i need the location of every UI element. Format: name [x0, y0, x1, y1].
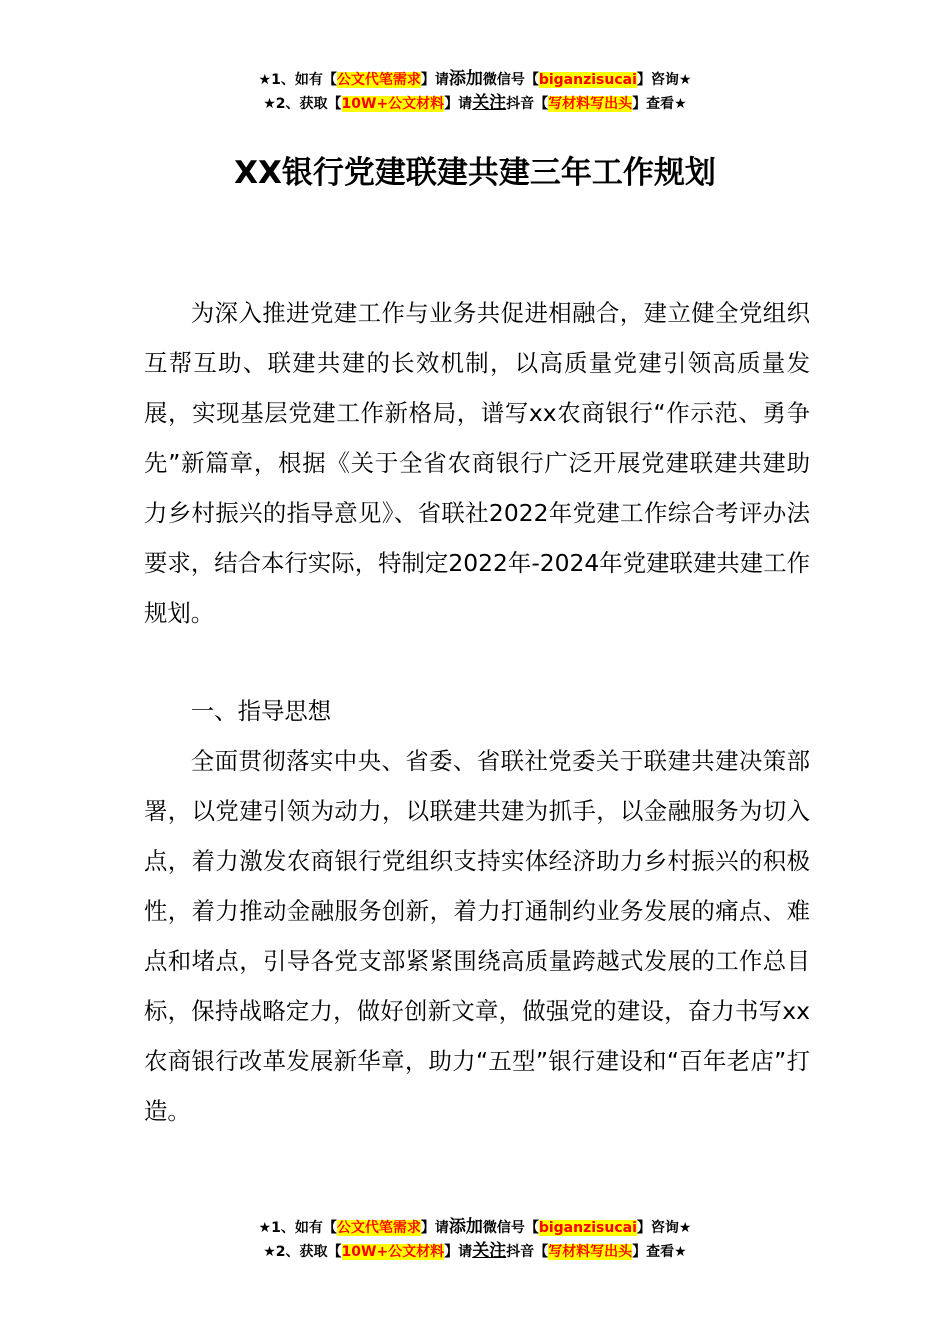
promo-line-1-prefix: ★1、如有【: [258, 1220, 337, 1236]
promo-line-2-suffix: 】查看★: [632, 96, 687, 112]
header-promo-banner: [0, 68, 950, 116]
promo-line-2-mid2: 抖音【: [506, 96, 549, 112]
promo-line-2-emphasis: 关注: [472, 93, 507, 113]
promo-highlight-douyin-account: 写材料写出头: [548, 96, 633, 112]
promo-line-2-prefix: ★2、获取【: [263, 96, 342, 112]
promo-line-2: [0, 92, 950, 116]
footer-promo-banner: [0, 1216, 950, 1264]
promo-highlight-douyin-account: 写材料写出头: [548, 1244, 633, 1260]
promo-line-1: [0, 1216, 950, 1240]
promo-line-2-mid2: 抖音【: [506, 1244, 549, 1260]
promo-line-1-suffix: 】咨询★: [636, 72, 692, 88]
promo-line-2-suffix: 】查看★: [632, 1244, 687, 1260]
promo-line-1-suffix: 】咨询★: [636, 1220, 692, 1236]
promo-line-2-prefix: ★2、获取【: [263, 1244, 342, 1260]
promo-line-1-emphasis: 添加: [448, 1217, 483, 1237]
promo-highlight-service: 公文代笔需求: [336, 72, 421, 88]
promo-highlight-service: 公文代笔需求: [336, 1220, 421, 1236]
section-body-guiding-ideology: 全面贯彻落实中央、省委、省联社党委关于联建共建决策部署，以党建引领为动力，以联建共建为抓手，以金融服务为切入点，着力激发农商银行党组织支持实体经济助力乡村振兴的积极性，着力推动金融服务创新，着力打通制约业务发展的痛点、难点和堵点，引导各党支部紧紧围绕高质量跨越式发展的工作总目标，保持战略定力，做好创新文章，做强党的建设，奋力书写xx农商银行改革发展新华章，助力“五型”银行建设和“百年老店”打造。: [144, 747, 810, 1125]
promo-line-2-emphasis: 关注: [472, 1241, 507, 1261]
promo-line-1: [0, 68, 950, 92]
document-title: XX银行党建联建共建三年工作规划: [234, 155, 716, 191]
promo-highlight-wechat-id: biganzisucai: [538, 1220, 637, 1236]
promo-line-2-mid: 】请: [444, 96, 473, 112]
promo-line-1-mid2: 微信号【: [482, 1220, 539, 1236]
promo-line-1-mid: 】请: [420, 1220, 449, 1236]
promo-highlight-materials: 10W+公文材料: [341, 96, 445, 112]
promo-line-1-prefix: ★1、如有【: [258, 72, 337, 88]
promo-highlight-materials: 10W+公文材料: [341, 1244, 445, 1260]
promo-line-1-mid: 】请: [420, 72, 449, 88]
intro-paragraph: 为深入推进党建工作与业务共促进相融合，建立健全党组织互帮互助、联建共建的长效机制，以高质量党建引领高质量发展，实现基层党建工作新格局，谱写xx农商银行“作示范、勇争先”新篇章，根据《关于全省农商银行广泛开展党建联建共建助力乡村振兴的指导意见》、省联社2022年党建工作综合考评办法要求，结合本行实际，特制定2022年-2024年党建联建共建工作规划。: [144, 299, 810, 627]
promo-highlight-wechat-id: biganzisucai: [538, 72, 637, 88]
section-heading-guiding-ideology: 一、指导思想: [190, 697, 332, 725]
promo-line-2: [0, 1240, 950, 1264]
promo-line-2-mid: 】请: [444, 1244, 473, 1260]
promo-line-1-mid2: 微信号【: [482, 72, 539, 88]
promo-line-1-emphasis: 添加: [448, 69, 483, 89]
